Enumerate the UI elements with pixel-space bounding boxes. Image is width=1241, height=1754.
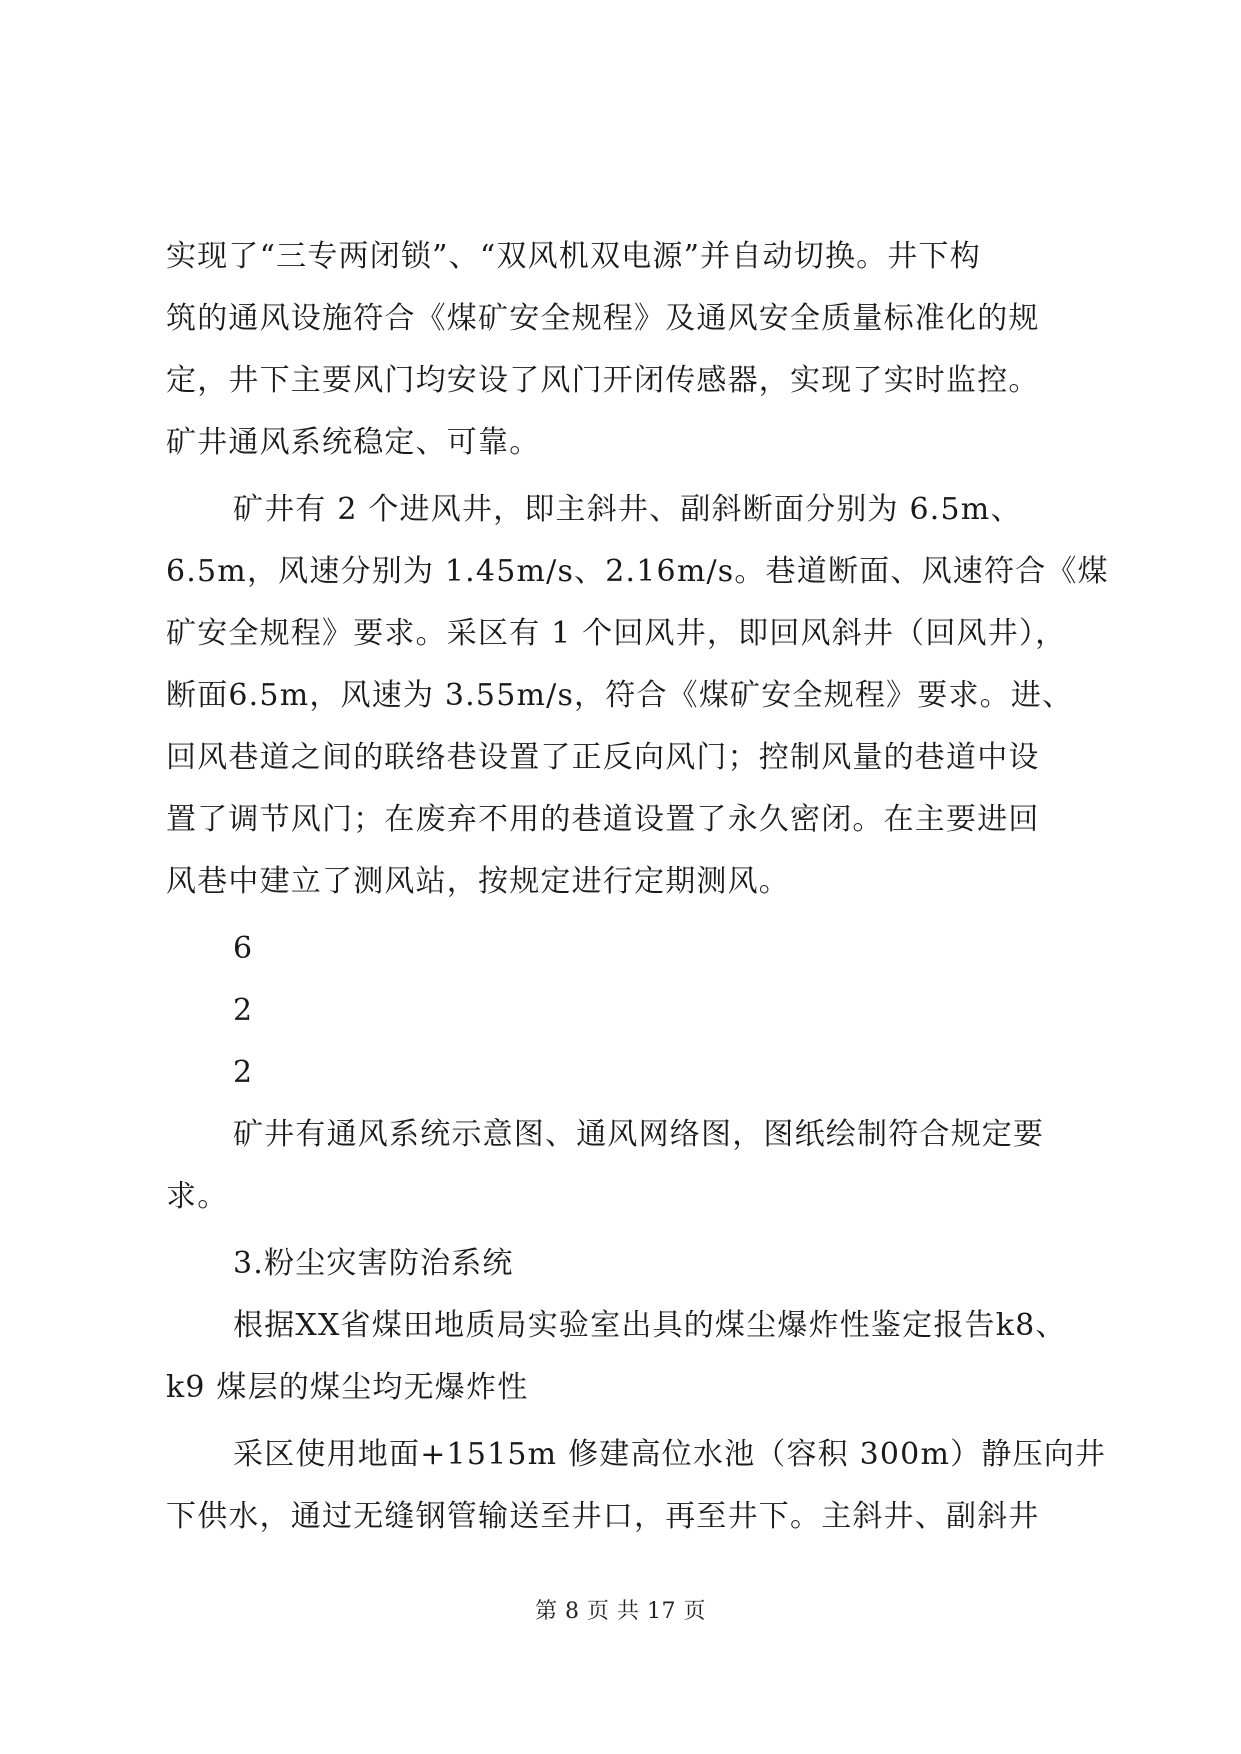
number-line: 2 [233, 993, 254, 1028]
page-number-footer: 第 8 页 共 17 页 [535, 1599, 706, 1624]
text-line: 矿井通风系统稳定、可靠。 [166, 425, 541, 460]
text-line: 回风巷道之间的联络巷设置了正反向风门；控制风量的巷道中设 [166, 740, 1040, 775]
text-line: 6.5m，风速分别为 1.45m/s、2.16m/s。巷道断面、风速符合《煤 [166, 554, 1109, 589]
section-heading: 3.粉尘灾害防治系统 [233, 1246, 514, 1281]
text-line: 筑的通风设施符合《煤矿安全规程》及通风安全质量标准化的规 [166, 301, 1040, 336]
paragraph-start-line: 矿井有通风系统示意图、通风网络图，图纸绘制符合规定要 [233, 1117, 1045, 1152]
number-line: 6 [233, 931, 254, 966]
text-line: 下供水，通过无缝钢管输送至井口，再至井下。主斜井、副斜井 [166, 1499, 1040, 1534]
text-line: k9 煤层的煤尘均无爆炸性 [166, 1370, 529, 1405]
text-line: 风巷中建立了测风站，按规定进行定期测风。 [166, 864, 790, 899]
document-body [166, 226, 1109, 1548]
paragraph-start-line: 采区使用地面+1515m 修建高位水池（容积 300m）静压向井 [233, 1437, 1107, 1472]
text-line: 实现了“三专两闭锁”、“双风机双电源”并自动切换。井下构 [166, 239, 981, 274]
number-line: 2 [233, 1055, 254, 1090]
paragraph-start-line: 矿井有 2 个进风井，即主斜井、副斜断面分别为 6.5m、 [233, 492, 1022, 527]
text-line: 定，井下主要风门均安设了风门开闭传感器，实现了实时监控。 [166, 363, 1040, 398]
text-line: 求。 [166, 1179, 229, 1214]
text-line: 断面6.5m，风速为 3.55m/s，符合《煤矿安全规程》要求。进、 [166, 678, 1074, 713]
paragraph-start-line: 根据XX省煤田地质局实验室出具的煤尘爆炸性鉴定报告k8、 [233, 1308, 1067, 1343]
text-line: 矿安全规程》要求。采区有 1 个回风井，即回风斜井（回风井）， [166, 616, 1067, 651]
text-line: 置了调节风门；在废弃不用的巷道设置了永久密闭。在主要进回 [166, 802, 1040, 837]
